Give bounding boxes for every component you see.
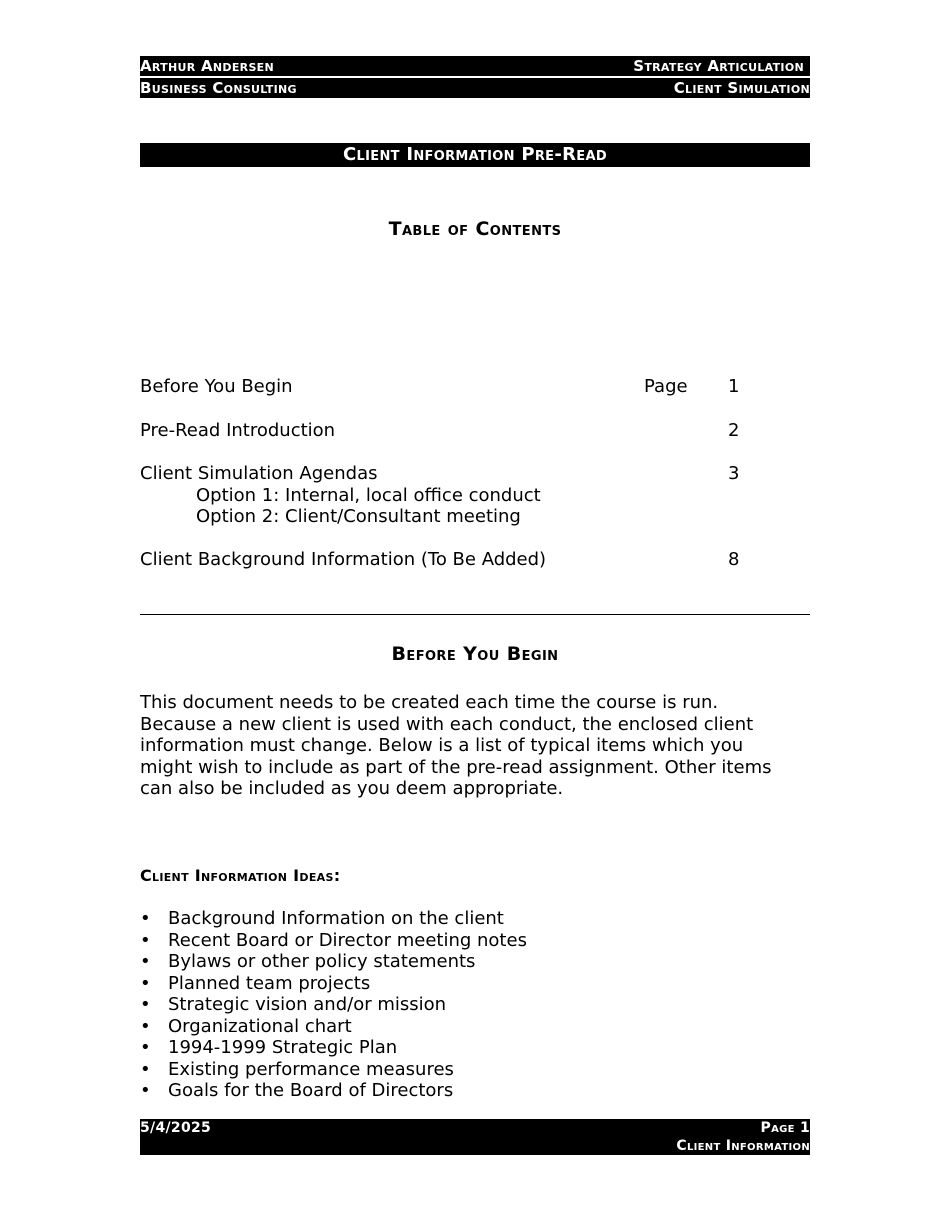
paragraph-line: Because a new client is used with each conduct, the enclosed client <box>140 713 754 735</box>
ideas-title: Client Information Ideas: <box>140 866 341 885</box>
list-item: • Strategic vision and/or mission <box>140 994 447 1015</box>
footer-row-2 <box>140 1137 810 1155</box>
bullet-icon: • <box>140 951 151 972</box>
bullet-icon: • <box>140 1037 151 1058</box>
paragraph-line: This document needs to be created each time the course is run. <box>140 692 719 713</box>
bullet-icon: • <box>140 908 151 929</box>
toc-title: Table of Contents <box>388 218 562 240</box>
list-item: • Goals for the Board of Directors <box>140 1080 454 1101</box>
section-divider <box>140 614 810 615</box>
toc-page-number: 1 <box>728 376 740 397</box>
header-row-1 <box>140 56 810 76</box>
footer-date: 5/4/2025 <box>140 1120 212 1136</box>
toc-entry-before-you-begin: Before You Begin <box>140 376 293 397</box>
ideas-list <box>140 908 527 1102</box>
bullet-icon: • <box>140 929 151 951</box>
toc-subentry-option-1: Option 1: Internal, local office conduct <box>196 485 541 506</box>
header-course: Strategy Articulation <box>633 57 804 75</box>
list-item: • Organizational chart <box>140 1015 352 1037</box>
toc-subentry-option-2: Option 2: Client/Consultant meeting <box>196 506 521 527</box>
list-item: • Background Information on the client <box>140 908 504 929</box>
toc-page-label: Page <box>644 376 688 397</box>
header-module: Client Simulation <box>673 79 810 97</box>
bullet-icon: • <box>140 994 151 1015</box>
footer-page: Page 1 <box>760 1120 810 1136</box>
bullet-icon: • <box>140 1080 151 1101</box>
bullet-icon: • <box>140 972 151 994</box>
header-row-2 <box>140 78 810 98</box>
paragraph-line: can also be included as you deem appropriate. <box>140 778 564 800</box>
paragraph-line: information must change. Below is a list of typical items which you <box>140 735 744 757</box>
list-item: • Planned team projects <box>140 972 371 994</box>
toc-entry-pre-read-introduction: Pre-Read Introduction <box>140 420 336 441</box>
section-title: Before You Begin <box>391 643 559 665</box>
bullet-icon: • <box>140 1015 151 1037</box>
header-division: Business Consulting <box>140 79 297 97</box>
list-item: • Recent Board or Director meeting notes <box>140 929 527 951</box>
footer-section: Client Information <box>676 1138 810 1154</box>
footer-row-1 <box>140 1119 810 1137</box>
toc-page-number: 3 <box>728 463 740 484</box>
toc-page-number: 2 <box>728 420 740 441</box>
bullet-icon: • <box>140 1058 151 1080</box>
list-item: • Existing performance measures <box>140 1058 454 1080</box>
paragraph-line: might wish to include as part of the pre-read assignment. Other items <box>140 756 772 778</box>
toc-entry-agendas: Client Simulation Agendas <box>140 463 378 484</box>
document-title: Client Information Pre-Read <box>140 143 810 167</box>
toc-entry-client-background: Client Background Information (To Be Added) <box>140 549 547 570</box>
header-company: Arthur Andersen <box>140 57 274 75</box>
intro-paragraph <box>140 692 810 800</box>
toc-page-number: 8 <box>728 549 740 570</box>
list-item: • 1994-1999 Strategic Plan <box>140 1037 398 1058</box>
list-item: • Bylaws or other policy statements <box>140 951 476 972</box>
